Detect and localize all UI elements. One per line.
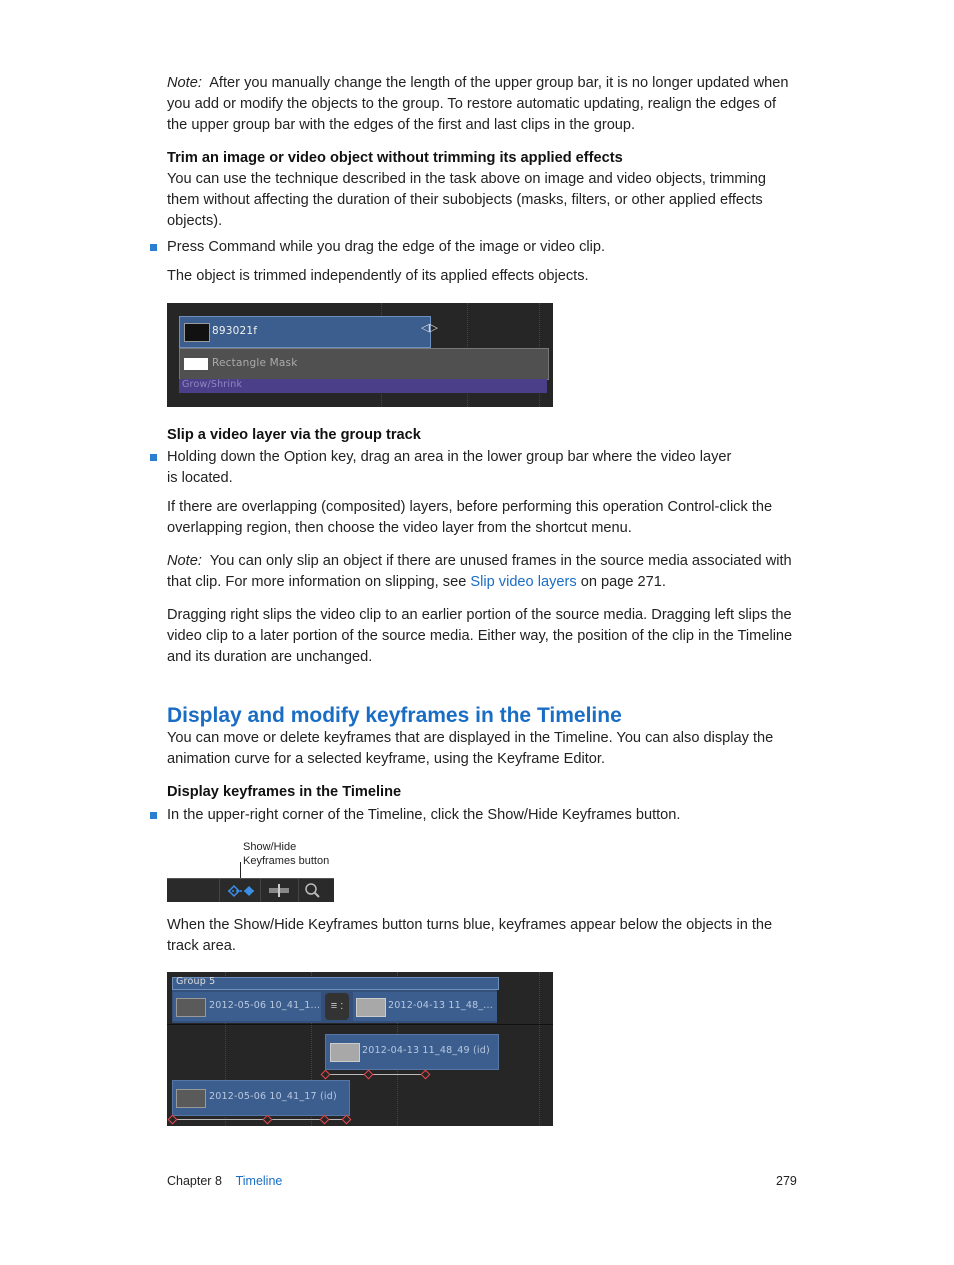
- bullet-marker: [150, 812, 157, 819]
- slip-para2: Dragging right slips the video clip to an earlier portion of the source media. Dragging left slips the video clip to a later portion of the source media. Either way, the position of the clip in the Timeline and its duration are unchanged.: [167, 607, 793, 665]
- keyframes-bullet: In the upper-right corner of the Timeline, click the Show/Hide Keyframes button.: [167, 807, 681, 823]
- toolbar-divider: [219, 879, 220, 902]
- note-paragraph: [167, 73, 799, 136]
- snapping-button[interactable]: [267, 884, 291, 897]
- bullet-marker: [150, 454, 157, 461]
- clip-thumbnail: [356, 998, 386, 1017]
- keyframe-curve: [325, 1074, 425, 1075]
- trim-timeline-screenshot: [167, 303, 553, 407]
- slip-note-text: You can only slip an object if there are unused frames in the source media associated with that clip. For more information on slipping, see: [167, 553, 792, 590]
- show-hide-keyframes-button[interactable]: [226, 882, 258, 899]
- slip-note: [167, 551, 799, 593]
- video-clip-bar[interactable]: [325, 1034, 499, 1070]
- section-title: Display and modify keyframes in the Timeline: [167, 704, 622, 727]
- chapter-link[interactable]: Timeline: [235, 1174, 283, 1188]
- trim-handle-icon[interactable]: ◁▷: [421, 322, 438, 334]
- trim-bullet: Press Command while you drag the edge of the image or video clip.: [167, 239, 606, 255]
- note-label: Note:: [167, 75, 202, 91]
- behavior-name: Grow/Shrink: [182, 379, 243, 390]
- behavior-bar[interactable]: [179, 379, 547, 393]
- toolbar-divider: [260, 879, 261, 902]
- video-clip-bar[interactable]: [173, 992, 321, 1021]
- composite-menu-icon[interactable]: ≡ :: [325, 993, 349, 1020]
- slip-bullet-line1: Holding down the Option key, drag an area in the lower group bar where the video layer: [167, 449, 732, 465]
- callout-line1: Show/Hide: [243, 841, 297, 853]
- clip-name: 2012-05-06 10_41_17 (id): [209, 1091, 337, 1102]
- trim-body: You can use the technique described in the task above on image and video objects, trimming them without affecting the duration of their subobjects (masks, filters, or other applied effects objects).: [167, 171, 766, 229]
- slip-video-layers-link[interactable]: Slip video layers: [470, 574, 577, 590]
- footer-chapter: [167, 1172, 282, 1190]
- callout-label: [243, 840, 329, 868]
- video-clip-bar[interactable]: [353, 992, 497, 1021]
- keyframe-marker[interactable]: [321, 1070, 331, 1080]
- toolbar-divider: [298, 879, 299, 902]
- section-intro: You can move or delete keyframes that are displayed in the Timeline. You can also display the animation curve for a selected keyframe, using the Keyframe Editor.: [167, 730, 774, 767]
- note-text: After you manually change the length of the upper group bar, it is no longer updated when you add or modify the objects to the group. To restore automatic updating, realign the edges of the upper group bar with the edges of the first and last clips in the group.: [167, 75, 789, 133]
- keyframe-marker[interactable]: [263, 1115, 273, 1125]
- group-name: Group 5: [176, 976, 216, 987]
- keyframe-marker[interactable]: [320, 1115, 330, 1125]
- keyframe-marker[interactable]: [342, 1115, 352, 1125]
- timeline-toolbar: [167, 878, 334, 902]
- task-heading-slip: Slip a video layer via the group track: [167, 427, 421, 443]
- page-number: 279: [776, 1174, 797, 1188]
- keyframe-marker[interactable]: [168, 1115, 178, 1125]
- task-heading-keyframes: Display keyframes in the Timeline: [167, 784, 402, 800]
- keyframes-timeline-screenshot: [167, 972, 553, 1126]
- video-clip-bar[interactable]: [179, 316, 431, 348]
- group-bar[interactable]: [172, 977, 499, 990]
- slip-note-after: on page 271.: [580, 574, 666, 590]
- mask-bar[interactable]: [179, 348, 549, 380]
- chapter-label: Chapter 8: [167, 1174, 222, 1188]
- clip-thumbnail: [330, 1043, 360, 1062]
- keyframes-after: When the Show/Hide Keyframes button turns blue, keyframes appear below the objects in the track area.: [167, 917, 773, 954]
- bullet-marker: [150, 244, 157, 251]
- callout-line2: Keyframes button: [243, 855, 330, 867]
- note-label: Note:: [167, 553, 202, 569]
- video-clip-bar[interactable]: [172, 1080, 350, 1116]
- zoom-button[interactable]: [304, 882, 322, 900]
- clip-name: 2012-05-06 10_41_1...: [209, 1000, 321, 1011]
- clip-name: 893021f: [212, 325, 258, 337]
- clip-thumbnail: [184, 323, 210, 342]
- track-separator: [167, 1024, 553, 1025]
- clip-name: 2012-04-13 11_48_49 (id): [362, 1045, 490, 1056]
- clip-thumbnail: [176, 1089, 206, 1108]
- keyframes-icon: [226, 882, 258, 899]
- task-heading-trim: Trim an image or video object without trimming its applied effects: [167, 150, 623, 166]
- keyframe-marker[interactable]: [421, 1070, 431, 1080]
- slip-para1: If there are overlapping (composited) layers, before performing this operation Control-click the overlapping region, then choose the video layer from the shortcut menu.: [167, 499, 773, 536]
- snap-icon: [267, 884, 291, 897]
- clip-name: 2012-04-13 11_48_...: [388, 1000, 493, 1011]
- trim-result: The object is trimmed independently of its applied effects objects.: [167, 268, 589, 284]
- clip-thumbnail: [176, 998, 206, 1017]
- slip-bullet: [167, 447, 799, 489]
- mask-name: Rectangle Mask: [212, 357, 298, 369]
- keyframe-marker[interactable]: [364, 1070, 374, 1080]
- mask-thumbnail: [184, 358, 208, 370]
- grid-line: [539, 972, 540, 1126]
- slip-bullet-line2: is located.: [167, 470, 233, 486]
- magnifier-icon: [304, 882, 322, 900]
